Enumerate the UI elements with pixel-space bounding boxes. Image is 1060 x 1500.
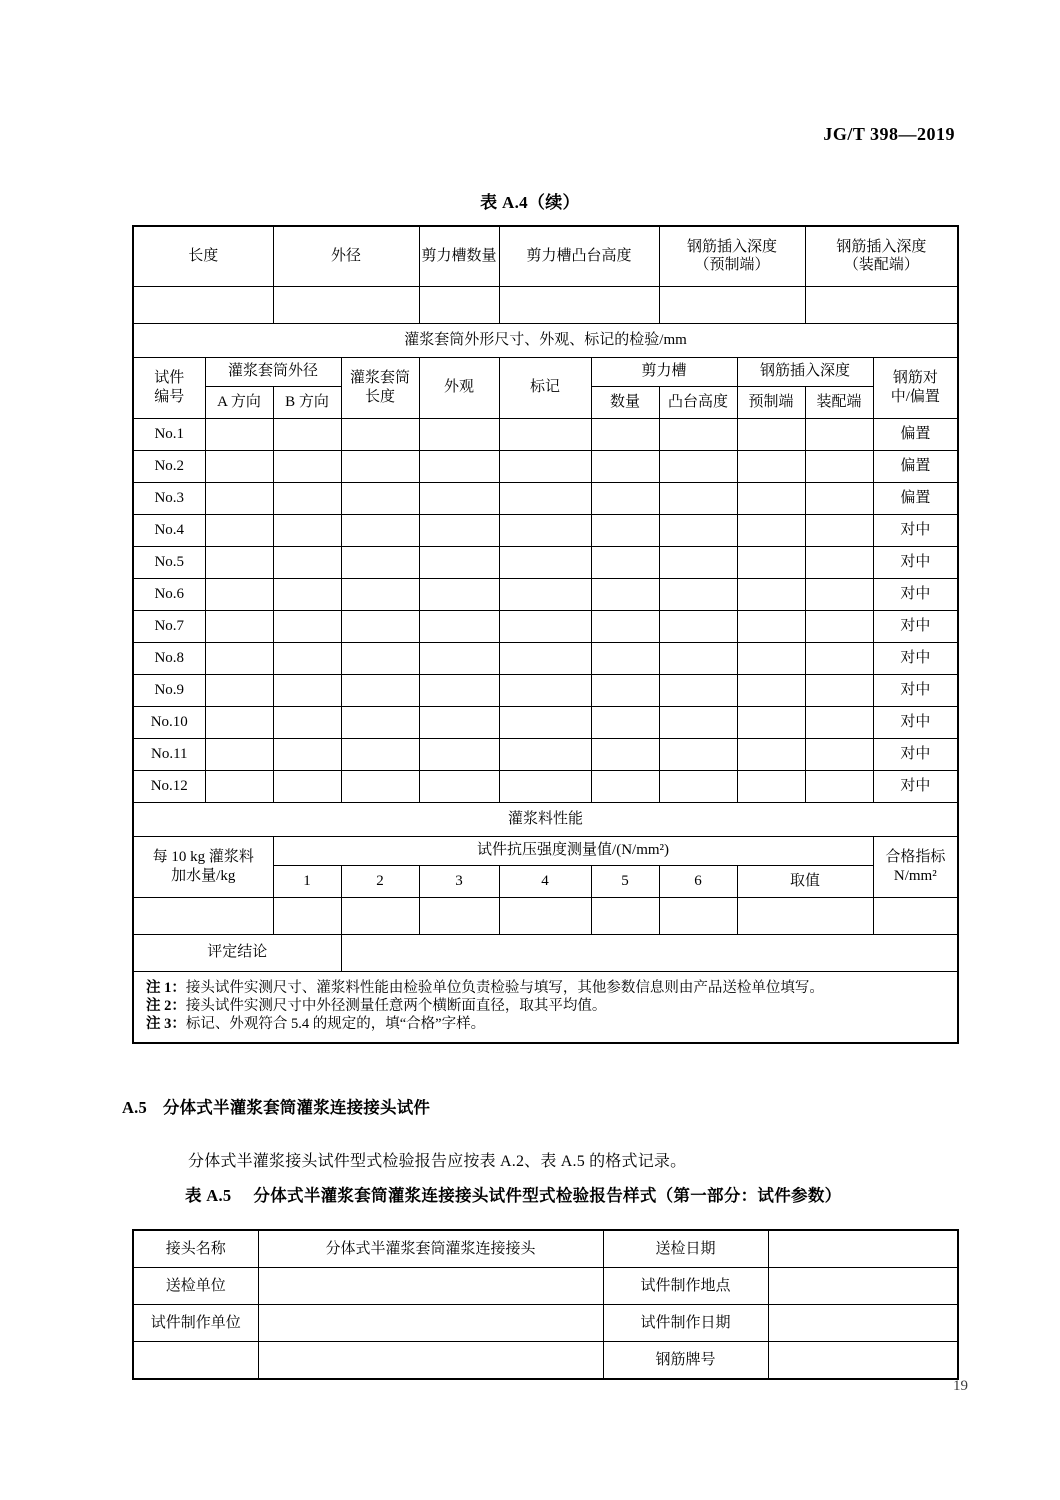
table-row	[133, 770, 958, 802]
cell-groove-height[interactable]	[659, 546, 737, 578]
value-strength-2[interactable]	[341, 897, 419, 934]
header-shear-groove-height-sub: 凸台高度	[659, 386, 737, 418]
cell-depth-prefab[interactable]	[737, 514, 805, 546]
cell-alignment: 对中	[873, 642, 958, 674]
header-qualified-index: 合格指标 N/mm²	[873, 836, 958, 897]
cell-groove-count[interactable]	[591, 514, 659, 546]
header-rebar-depth-group: 钢筋插入深度	[737, 357, 873, 386]
cell-sleeve-length[interactable]	[341, 610, 419, 642]
value-qualified-index[interactable]	[873, 897, 958, 934]
cell-direction-a[interactable]	[205, 578, 273, 610]
cell-direction-b[interactable]	[273, 706, 341, 738]
cell-direction-a[interactable]	[205, 770, 273, 802]
header-strength-1: 1	[273, 865, 341, 897]
cell-direction-a[interactable]	[205, 450, 273, 482]
field-value-submitting-unit[interactable]	[258, 1268, 603, 1305]
specimen-no: No.7	[133, 610, 205, 642]
cell-appearance[interactable]	[419, 642, 499, 674]
note-1-text: 接头试件实测尺寸、灌浆料性能由检验单位负责检验与填写，其他参数信息则由产品送检单位填写。	[185, 979, 824, 996]
field-value-blank[interactable]	[258, 1342, 603, 1380]
header-direction-b: B 方向	[273, 386, 341, 418]
inspection-band-row	[133, 323, 958, 357]
conclusion-row	[133, 934, 958, 971]
cell-depth-prefab[interactable]	[737, 482, 805, 514]
cell-groove-count[interactable]	[591, 770, 659, 802]
cell-direction-a[interactable]	[205, 610, 273, 642]
cell-groove-height[interactable]	[659, 418, 737, 450]
cell-alignment: 偏置	[873, 482, 958, 514]
cell-depth-prefab[interactable]	[737, 418, 805, 450]
cell-direction-a[interactable]	[205, 674, 273, 706]
value-shear-groove-count[interactable]	[419, 286, 499, 323]
specimen-no: No.11	[133, 738, 205, 770]
value-rebar-depth-prefab[interactable]	[659, 286, 805, 323]
value-shear-groove-boss-height[interactable]	[499, 286, 659, 323]
cell-depth-assembly[interactable]	[805, 450, 873, 482]
table-row	[133, 1230, 958, 1268]
specimen-no: No.3	[133, 482, 205, 514]
cell-direction-b[interactable]	[273, 418, 341, 450]
grout-band-row	[133, 802, 958, 836]
cell-depth-assembly[interactable]	[805, 418, 873, 450]
specimen-no: No.6	[133, 578, 205, 610]
clause-a5-paragraph: 分体式半灌浆接头试件型式检验报告应按表 A.2、表 A.5 的格式记录。	[188, 1153, 687, 1170]
header-shear-groove-count-sub: 数量	[591, 386, 659, 418]
table-a5-container	[132, 1229, 957, 1380]
cell-sleeve-length[interactable]	[341, 546, 419, 578]
value-strength-6[interactable]	[659, 897, 737, 934]
cell-marking[interactable]	[499, 642, 591, 674]
note-3-label: 注 3：	[146, 1015, 186, 1032]
cell-depth-assembly[interactable]	[805, 674, 873, 706]
cell-sleeve-length[interactable]	[341, 514, 419, 546]
cell-direction-b[interactable]	[273, 578, 341, 610]
table-a5-caption-label: 表 A.5	[185, 1186, 232, 1205]
cell-depth-prefab[interactable]	[737, 706, 805, 738]
sleeve-param-value-row	[133, 286, 958, 323]
cell-depth-prefab[interactable]	[737, 578, 805, 610]
field-label-specimen-maker: 试件制作单位	[133, 1305, 258, 1342]
cell-direction-b[interactable]	[273, 770, 341, 802]
table-row	[133, 738, 958, 770]
cell-groove-count[interactable]	[591, 482, 659, 514]
cell-alignment: 偏置	[873, 418, 958, 450]
header-strength-3: 3	[419, 865, 499, 897]
header-rebar-depth-prefab: 钢筋插入深度 （预制端）	[659, 226, 805, 286]
cell-marking[interactable]	[499, 706, 591, 738]
table-row	[133, 578, 958, 610]
value-strength-1[interactable]	[273, 897, 341, 934]
table-a4	[132, 225, 959, 1044]
cell-direction-a[interactable]	[205, 546, 273, 578]
cell-sleeve-length[interactable]	[341, 418, 419, 450]
table-row	[133, 1268, 958, 1305]
page-number: 19	[953, 1378, 968, 1394]
field-label-specimen-date: 试件制作日期	[603, 1305, 768, 1342]
cell-appearance[interactable]	[419, 546, 499, 578]
note-line-2	[146, 997, 947, 1015]
cell-marking[interactable]	[499, 450, 591, 482]
clause-a5-title: 分体式半灌浆套筒灌浆连接接头试件	[162, 1098, 431, 1117]
cell-depth-prefab[interactable]	[737, 738, 805, 770]
cell-alignment: 对中	[873, 770, 958, 802]
value-outer-diameter[interactable]	[273, 286, 419, 323]
cell-sleeve-length[interactable]	[341, 642, 419, 674]
cell-direction-b[interactable]	[273, 450, 341, 482]
sleeve-param-header-row	[133, 226, 958, 286]
table-row	[133, 674, 958, 706]
notes-row	[133, 971, 958, 1043]
specimen-header-row-1	[133, 357, 958, 386]
cell-depth-assembly[interactable]	[805, 706, 873, 738]
table-row	[133, 1342, 958, 1380]
specimen-no: No.4	[133, 514, 205, 546]
header-sleeve-outer-diameter-group: 灌浆套筒外径	[205, 357, 341, 386]
cell-appearance[interactable]	[419, 418, 499, 450]
table-a5	[132, 1229, 959, 1380]
cell-direction-b[interactable]	[273, 482, 341, 514]
table-row	[133, 1305, 958, 1342]
cell-depth-prefab[interactable]	[737, 770, 805, 802]
header-length: 长度	[133, 226, 273, 286]
table-row	[133, 706, 958, 738]
cell-groove-count[interactable]	[591, 450, 659, 482]
cell-marking[interactable]	[499, 514, 591, 546]
specimen-no: No.9	[133, 674, 205, 706]
cell-depth-assembly[interactable]	[805, 546, 873, 578]
cell-depth-prefab[interactable]	[737, 450, 805, 482]
cell-sleeve-length[interactable]	[341, 706, 419, 738]
cell-marking[interactable]	[499, 610, 591, 642]
field-value-specimen-maker[interactable]	[258, 1305, 603, 1342]
grout-band-label: 灌浆料性能	[133, 802, 958, 836]
note-line-3	[146, 1015, 947, 1033]
specimen-no: No.10	[133, 706, 205, 738]
cell-alignment: 对中	[873, 514, 958, 546]
header-strength-2: 2	[341, 865, 419, 897]
cell-direction-b[interactable]	[273, 514, 341, 546]
value-strength-5[interactable]	[591, 897, 659, 934]
cell-marking[interactable]	[499, 674, 591, 706]
cell-depth-assembly[interactable]	[805, 578, 873, 610]
cell-depth-prefab[interactable]	[737, 674, 805, 706]
cell-groove-count[interactable]	[591, 738, 659, 770]
note-1-label: 注 1：	[146, 979, 186, 996]
value-rebar-depth-assembly[interactable]	[805, 286, 958, 323]
header-direction-a: A 方向	[205, 386, 273, 418]
grout-header-row-1	[133, 836, 958, 865]
value-strength-average[interactable]	[737, 897, 873, 934]
field-value-rebar-grade[interactable]	[768, 1342, 958, 1380]
header-sleeve-length: 灌浆套筒 长度	[341, 357, 419, 418]
inspection-band-label: 灌浆套筒外形尺寸、外观、标记的检验/mm	[133, 323, 958, 357]
cell-sleeve-length[interactable]	[341, 450, 419, 482]
header-shear-groove-boss-height: 剪力槽凸台高度	[499, 226, 659, 286]
cell-direction-b[interactable]	[273, 546, 341, 578]
cell-direction-b[interactable]	[273, 674, 341, 706]
cell-groove-count[interactable]	[591, 706, 659, 738]
header-shear-groove-group: 剪力槽	[591, 357, 737, 386]
cell-appearance[interactable]	[419, 482, 499, 514]
note-3-text: 标记、外观符合 5.4 的规定的，填“合格”字样。	[185, 1015, 486, 1032]
cell-sleeve-length[interactable]	[341, 578, 419, 610]
header-marking: 标记	[499, 357, 591, 418]
cell-groove-height[interactable]	[659, 706, 737, 738]
value-length[interactable]	[133, 286, 273, 323]
conclusion-value[interactable]	[341, 934, 958, 971]
specimen-no: No.2	[133, 450, 205, 482]
table-row	[133, 610, 958, 642]
table-a4-container	[132, 225, 957, 1044]
cell-groove-height[interactable]	[659, 514, 737, 546]
cell-depth-assembly[interactable]	[805, 482, 873, 514]
field-label-submission-date: 送检日期	[603, 1230, 768, 1268]
table-row	[133, 482, 958, 514]
header-shear-groove-count: 剪力槽数量	[419, 226, 499, 286]
table-a5-caption	[185, 1182, 841, 1206]
field-value-joint-name[interactable]: 分体式半灌浆套筒灌浆连接接头	[258, 1230, 603, 1268]
cell-groove-height[interactable]	[659, 578, 737, 610]
header-strength-4: 4	[499, 865, 591, 897]
field-label-joint-name: 接头名称	[133, 1230, 258, 1268]
cell-direction-b[interactable]	[273, 642, 341, 674]
cell-groove-height[interactable]	[659, 674, 737, 706]
header-appearance: 外观	[419, 357, 499, 418]
cell-direction-b[interactable]	[273, 738, 341, 770]
standard-number-header: JG/T 398—2019	[823, 124, 955, 144]
cell-alignment: 对中	[873, 706, 958, 738]
cell-groove-height[interactable]	[659, 738, 737, 770]
value-water-per-10kg[interactable]	[133, 897, 273, 934]
cell-groove-height[interactable]	[659, 610, 737, 642]
note-2-text: 接头试件实测尺寸中外径测量任意两个横断面直径，取其平均值。	[185, 997, 607, 1014]
table-row	[133, 642, 958, 674]
specimen-no: No.12	[133, 770, 205, 802]
cell-depth-assembly[interactable]	[805, 642, 873, 674]
header-specimen-no: 试件 编号	[133, 357, 205, 418]
value-strength-4[interactable]	[499, 897, 591, 934]
cell-marking[interactable]	[499, 738, 591, 770]
cell-appearance[interactable]	[419, 450, 499, 482]
table-row	[133, 546, 958, 578]
header-water-per-10kg: 每 10 kg 灌浆料 加水量/kg	[133, 836, 273, 897]
cell-groove-count[interactable]	[591, 674, 659, 706]
cell-depth-assembly[interactable]	[805, 610, 873, 642]
conclusion-label: 评定结论	[133, 934, 341, 971]
cell-marking[interactable]	[499, 482, 591, 514]
note-2-label: 注 2：	[146, 997, 186, 1014]
clause-a5-number: A.5	[122, 1098, 147, 1117]
cell-direction-a[interactable]	[205, 706, 273, 738]
value-strength-3[interactable]	[419, 897, 499, 934]
cell-depth-assembly[interactable]	[805, 514, 873, 546]
grout-value-row	[133, 897, 958, 934]
cell-appearance[interactable]	[419, 770, 499, 802]
header-compressive-strength-group: 试件抗压强度测量值/(N/mm²)	[273, 836, 873, 865]
table-notes	[133, 971, 958, 1043]
field-label-rebar-grade: 钢筋牌号	[603, 1342, 768, 1380]
note-line-1	[146, 979, 947, 997]
cell-groove-height[interactable]	[659, 642, 737, 674]
cell-marking[interactable]	[499, 770, 591, 802]
clause-a5-heading	[122, 1094, 430, 1118]
cell-depth-assembly[interactable]	[805, 770, 873, 802]
cell-depth-prefab[interactable]	[737, 642, 805, 674]
specimen-no: No.5	[133, 546, 205, 578]
cell-direction-a[interactable]	[205, 514, 273, 546]
cell-sleeve-length[interactable]	[341, 738, 419, 770]
cell-appearance[interactable]	[419, 674, 499, 706]
cell-alignment: 对中	[873, 674, 958, 706]
cell-alignment: 对中	[873, 578, 958, 610]
cell-direction-a[interactable]	[205, 642, 273, 674]
cell-depth-prefab[interactable]	[737, 610, 805, 642]
cell-sleeve-length[interactable]	[341, 482, 419, 514]
field-label-specimen-location: 试件制作地点	[603, 1268, 768, 1305]
cell-groove-height[interactable]	[659, 482, 737, 514]
header-strength-6: 6	[659, 865, 737, 897]
cell-direction-a[interactable]	[205, 418, 273, 450]
table-row	[133, 514, 958, 546]
specimen-no: No.8	[133, 642, 205, 674]
cell-groove-height[interactable]	[659, 450, 737, 482]
field-value-submission-date[interactable]	[768, 1230, 958, 1268]
table-a5-caption-text: 分体式半灌浆套筒灌浆连接接头试件型式检验报告样式（第一部分：试件参数）	[253, 1186, 842, 1205]
field-label-blank	[133, 1342, 258, 1380]
cell-marking[interactable]	[499, 546, 591, 578]
cell-depth-prefab[interactable]	[737, 546, 805, 578]
table-row	[133, 418, 958, 450]
cell-direction-a[interactable]	[205, 482, 273, 514]
field-value-specimen-location[interactable]	[768, 1268, 958, 1305]
cell-sleeve-length[interactable]	[341, 674, 419, 706]
cell-appearance[interactable]	[419, 578, 499, 610]
cell-appearance[interactable]	[419, 514, 499, 546]
header-strength-5: 5	[591, 865, 659, 897]
cell-groove-height[interactable]	[659, 770, 737, 802]
header-rebar-depth-assembly: 钢筋插入深度 （装配端）	[805, 226, 958, 286]
table-a4-caption: 表 A.4（续）	[480, 193, 580, 212]
cell-alignment: 对中	[873, 610, 958, 642]
cell-direction-b[interactable]	[273, 610, 341, 642]
table-row	[133, 450, 958, 482]
header-strength-average: 取值	[737, 865, 873, 897]
header-rebar-depth-assembly-sub: 装配端	[805, 386, 873, 418]
cell-direction-a[interactable]	[205, 738, 273, 770]
cell-groove-count[interactable]	[591, 610, 659, 642]
cell-sleeve-length[interactable]	[341, 770, 419, 802]
cell-alignment: 对中	[873, 738, 958, 770]
cell-depth-assembly[interactable]	[805, 738, 873, 770]
cell-alignment: 偏置	[873, 450, 958, 482]
cell-groove-count[interactable]	[591, 642, 659, 674]
field-label-submitting-unit: 送检单位	[133, 1268, 258, 1305]
specimen-no: No.1	[133, 418, 205, 450]
header-rebar-alignment: 钢筋对 中/偏置	[873, 357, 958, 418]
cell-alignment: 对中	[873, 546, 958, 578]
cell-groove-count[interactable]	[591, 546, 659, 578]
cell-appearance[interactable]	[419, 610, 499, 642]
cell-groove-count[interactable]	[591, 418, 659, 450]
field-value-specimen-date[interactable]	[768, 1305, 958, 1342]
cell-appearance[interactable]	[419, 738, 499, 770]
cell-appearance[interactable]	[419, 706, 499, 738]
cell-groove-count[interactable]	[591, 578, 659, 610]
header-rebar-depth-prefab-sub: 预制端	[737, 386, 805, 418]
cell-marking[interactable]	[499, 578, 591, 610]
header-outer-diameter: 外径	[273, 226, 419, 286]
cell-marking[interactable]	[499, 418, 591, 450]
